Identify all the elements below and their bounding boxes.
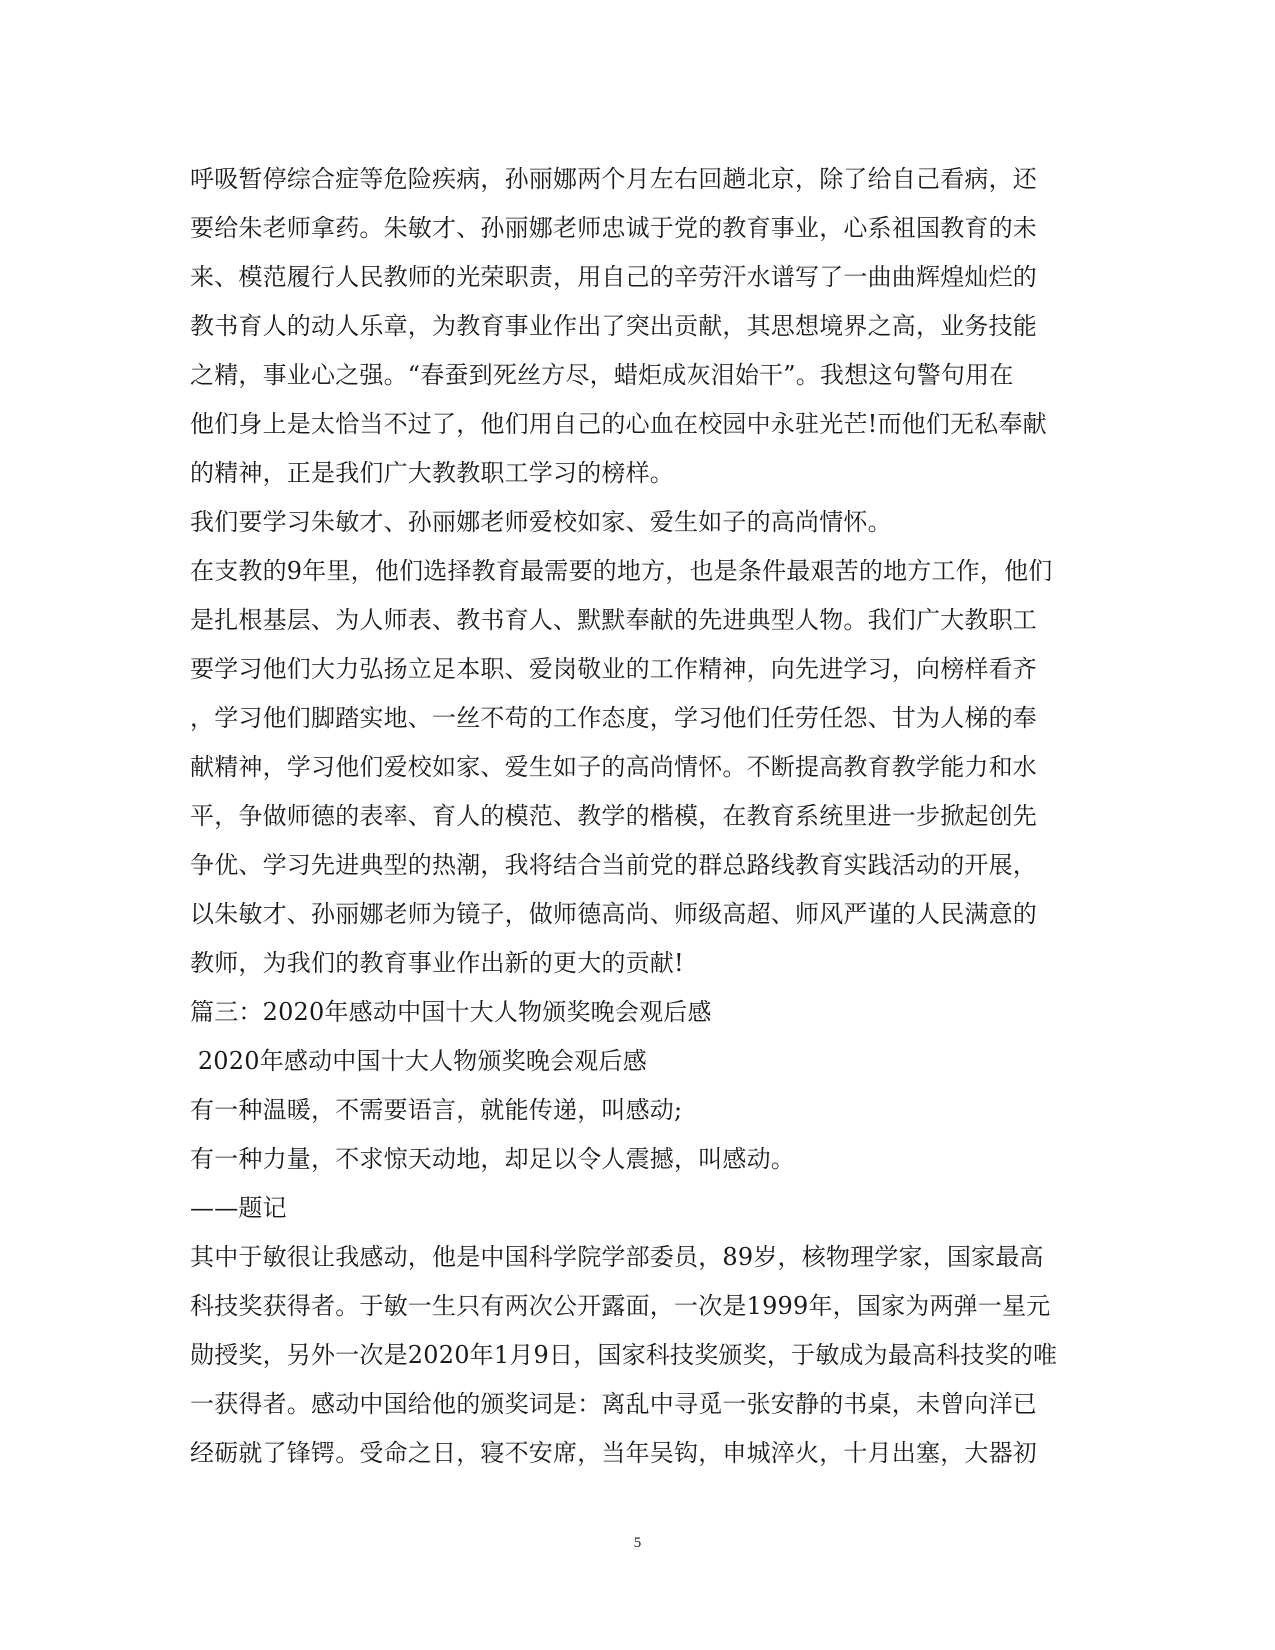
text-line: 平，争做师德的表率、育人的模范、教学的楷模，在教育系统里进一步掀起创先 [190, 802, 1037, 830]
text-line: 呼吸暂停综合症等危险疾病，孙丽娜两个月左右回趟北京，除了给自己看病，还 [190, 165, 1037, 193]
text-line: 其中于敏很让我感动，他是中国科学院学部委员，89岁，核物理学家，国家最高 [190, 1243, 1044, 1271]
article-title: 2020年感动中国十大人物颁奖晚会观后感 [190, 1047, 647, 1075]
epigraph-line: 有一种力量，不求惊天动地，却足以令人震撼，叫感动。 [190, 1145, 795, 1173]
epigraph-line: 有一种温暖，不需要语言，就能传递，叫感动; [190, 1096, 683, 1124]
text-line: 是扎根基层、为人师表、教书育人、默默奉献的先进典型人物。我们广大教职工 [190, 606, 1037, 634]
text-line: 争优、学习先进典型的热潮，我将结合当前党的群总路线教育实践活动的开展， [190, 851, 1037, 879]
text-line: 经砺就了锋锷。受命之日，寝不安席，当年吴钩，申城淬火，十月出塞，大器初 [190, 1439, 1037, 1467]
text-line: 以朱敏才、孙丽娜老师为镜子，做师德高尚、师级高超、师风严谨的人民满意的 [190, 900, 1037, 928]
section-heading: 篇三：2020年感动中国十大人物颁奖晚会观后感 [190, 998, 712, 1026]
text-line: 他们身上是太恰当不过了，他们用自己的心血在校园中永驻光芒!而他们无私奉献 [190, 410, 1047, 438]
text-line: 勋授奖，另外一次是2020年1月9日，国家科技奖颁奖，于敏成为最高科技奖的唯 [190, 1341, 1058, 1369]
text-line: 在支教的9年里，他们选择教育最需要的地方，也是条件最艰苦的地方工作，他们 [190, 557, 1053, 585]
body-text [190, 155, 1090, 1478]
text-line: 来、模范履行人民教师的光荣职责，用自己的辛劳汗水谱写了一曲曲辉煌灿烂的 [190, 263, 1037, 291]
text-line: ，学习他们脚踏实地、一丝不苟的工作态度，学习他们任劳任怨、甘为人梯的奉 [190, 704, 1037, 732]
epigraph-attribution: ——题记 [190, 1194, 287, 1222]
text-line: 献精神，学习他们爱校如家、爱生如子的高尚情怀。不断提高教育教学能力和水 [190, 753, 1037, 781]
text-line: 要学习他们大力弘扬立足本职、爱岗敬业的工作精神，向先进学习，向榜样看齐 [190, 655, 1037, 683]
text-line: 科技奖获得者。于敏一生只有两次公开露面，一次是1999年，国家为两弹一星元 [190, 1292, 1051, 1320]
text-line: 之精，事业心之强。“春蚕到死丝方尽，蜡炬成灰泪始干”。我想这句警句用在 [190, 361, 1014, 389]
text-line: 要给朱老师拿药。朱敏才、孙丽娜老师忠诚于党的教育事业，心系祖国教育的未 [190, 214, 1037, 242]
page-number: 5 [633, 1535, 642, 1551]
text-line: 我们要学习朱敏才、孙丽娜老师爱校如家、爱生如子的高尚情怀。 [190, 508, 892, 536]
text-line: 教师，为我们的教育事业作出新的更大的贡献! [190, 949, 684, 977]
text-line: 的精神，正是我们广大教教职工学习的榜样。 [190, 459, 674, 487]
text-line: 教书育人的动人乐章，为教育事业作出了突出贡献，其思想境界之高，业务技能 [190, 312, 1037, 340]
text-line: 一获得者。感动中国给他的颁奖词是：离乱中寻觅一张安静的书桌，未曾向洋已 [190, 1390, 1037, 1418]
